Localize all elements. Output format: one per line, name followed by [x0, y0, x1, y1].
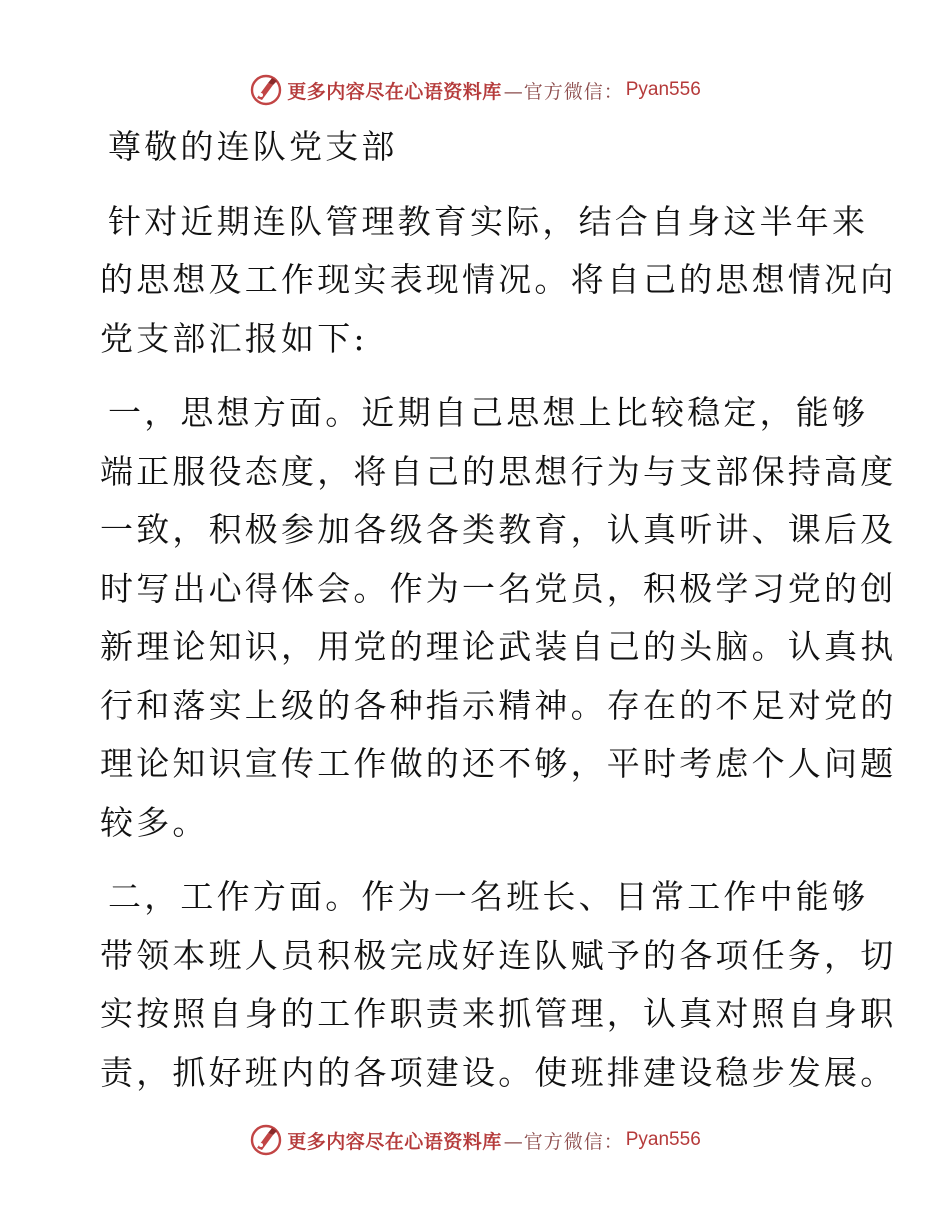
watermark-id: Pyan556 [625, 79, 701, 100]
pen-nib-logo-icon [249, 73, 283, 107]
paragraph-line: 针对近期连队管理教育实际，结合自身这半年来 [108, 201, 869, 241]
paragraph-line: 的思想及工作现实表现情况。将自己的思想情况向 [100, 260, 897, 299]
watermark-text: 更多内容尽在心语资料库 [287, 80, 502, 103]
document-body [100, 118, 897, 1102]
paragraph-work [100, 868, 897, 1102]
salutation: 尊敬的连队党支部 [108, 127, 398, 166]
paragraph-line: 行和落实上级的各种指示精神。存在的不足对党的 [100, 685, 897, 725]
paragraph-thought [100, 384, 897, 852]
paragraph-line: 端正服役态度，将自己的思想行为与支部保持高度 [100, 451, 897, 491]
paragraph-line: 实按照自身的工作职责来抓管理，认真对照自身职 [100, 994, 897, 1033]
watermark-text: 更多内容尽在心语资料库 [287, 1130, 502, 1153]
watermark-id: Pyan556 [625, 1129, 701, 1150]
paragraph-line: 时写出心得体会。作为一名党员，积极学习党的创 [100, 568, 897, 608]
footer-watermark [0, 1120, 950, 1160]
paragraph-intro [100, 193, 897, 369]
paragraph-line: 带领本班人员积极完成好连队赋予的各项任务，切 [100, 935, 897, 975]
watermark-separator: —官方微信： [503, 80, 624, 103]
header-watermark [0, 70, 950, 110]
paragraph-line: 新理论知识，用党的理论武装自己的头脑。认真执 [100, 627, 897, 666]
paragraph-line: 理论知识宣传工作做的还不够，平时考虑个人问题 [100, 744, 897, 783]
watermark-separator: —官方微信： [503, 1130, 624, 1153]
paragraph-line: 二，工作方面。作为一名班长、日常工作中能够 [108, 877, 869, 916]
paragraph-line: 较多。 [100, 802, 209, 842]
paragraph-line: 党支部汇报如下: [100, 318, 368, 358]
paragraph-line: 一，思想方面。近期自己思想上比较稳定，能够 [108, 393, 869, 432]
paragraph-line: 责，抓好班内的各项建设。使班排建设稳步发展。 [100, 1052, 897, 1092]
pen-nib-logo-icon [249, 1123, 283, 1157]
paragraph-line: 一致，积极参加各级各类教育，认真听讲、课后及 [100, 510, 897, 549]
